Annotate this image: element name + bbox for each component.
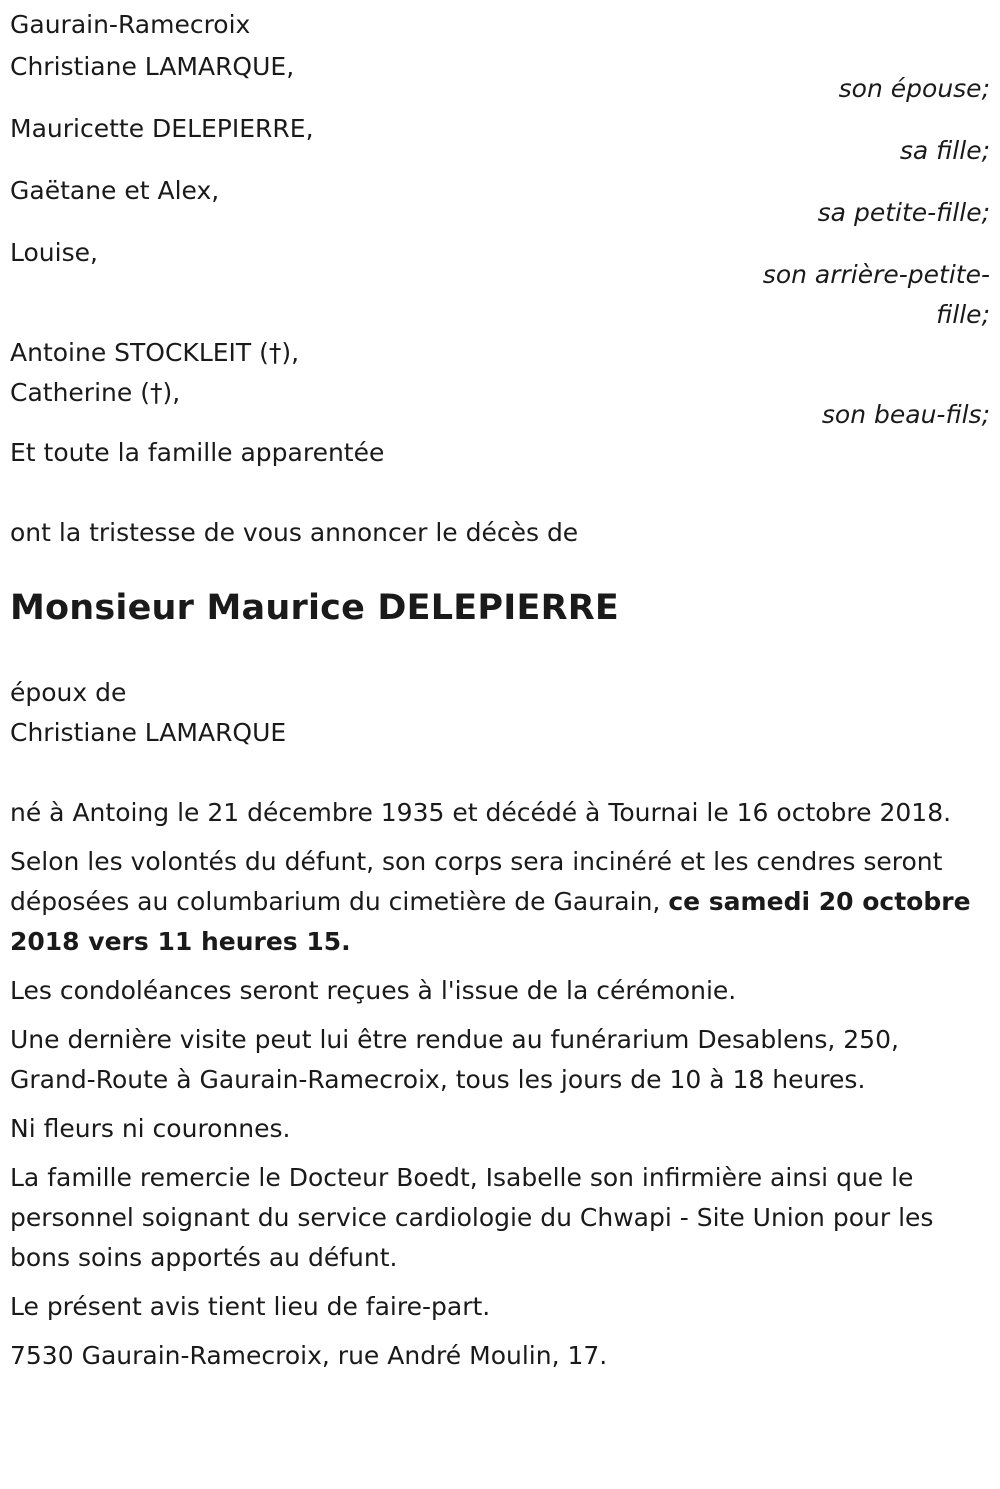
- family-relation: sa petite-fille;: [817, 198, 990, 227]
- family-relation: sa fille;: [899, 136, 990, 165]
- family-entry-son-in-law: [10, 333, 990, 435]
- family-relation-continued: fille;: [936, 300, 990, 329]
- extended-family: Et toute la famille apparentée: [10, 438, 385, 467]
- deceased-name: Monsieur Maurice DELEPIERRE: [10, 588, 619, 628]
- locality: Gaurain-Ramecroix: [10, 10, 251, 39]
- family-entry-granddaughter: [10, 171, 990, 233]
- notice-info: Le présent avis tient lieu de faire-part.: [10, 1292, 491, 1321]
- visit-info: Une dernière visite peut lui être rendue au funérarium Desablens, 250, Grand-Route à Gaurain-Ramecroix, tous les jours de 10 à 18 heures.: [10, 1025, 899, 1094]
- ceremony-info: [10, 842, 990, 962]
- ceremony-text: Selon les volontés du défunt, son corps sera incinéré et les cendres seront déposées au columbarium du cimetière de Gaurain,: [10, 847, 943, 916]
- family-relation: son arrière-petite-: [762, 260, 990, 289]
- family-entry-great-granddaughter: [10, 233, 990, 335]
- family-relation: son épouse;: [838, 74, 990, 103]
- family-address: 7530 Gaurain-Ramecroix, rue André Moulin, 17.: [10, 1341, 608, 1370]
- family-name: Antoine STOCKLEIT (†),: [10, 338, 300, 367]
- family-name: Christiane LAMARQUE,: [10, 52, 295, 81]
- family-name: Gaëtane et Alex,: [10, 176, 220, 205]
- family-relation: son beau-fils;: [821, 400, 990, 429]
- condolences-info: Les condoléances seront reçues à l'issue de la cérémonie.: [10, 976, 737, 1005]
- spouse-intro: époux de: [10, 678, 127, 707]
- family-name: Louise,: [10, 238, 98, 267]
- family-entry-daughter: [10, 109, 990, 171]
- family-entry-spouse: [10, 47, 990, 109]
- thanks-info: La famille remercie le Docteur Boedt, Isabelle son infirmière ainsi que le personnel soignant du service cardiologie du Chwapi - Site Union pour les bons soins apportés au défunt.: [10, 1163, 934, 1272]
- announcement: ont la tristesse de vous annoncer le décès de: [10, 518, 579, 547]
- ceremony-date: ce samedi 20 octobre 2018 vers 11 heures 15.: [10, 887, 971, 956]
- flowers-info: Ni fleurs ni couronnes.: [10, 1114, 291, 1143]
- family-name: Catherine (†),: [10, 378, 181, 407]
- birth-death-info: né à Antoing le 21 décembre 1935 et décédé à Tournai le 16 octobre 2018.: [10, 798, 952, 827]
- spouse-name: Christiane LAMARQUE: [10, 718, 287, 747]
- family-name: Mauricette DELEPIERRE,: [10, 114, 314, 143]
